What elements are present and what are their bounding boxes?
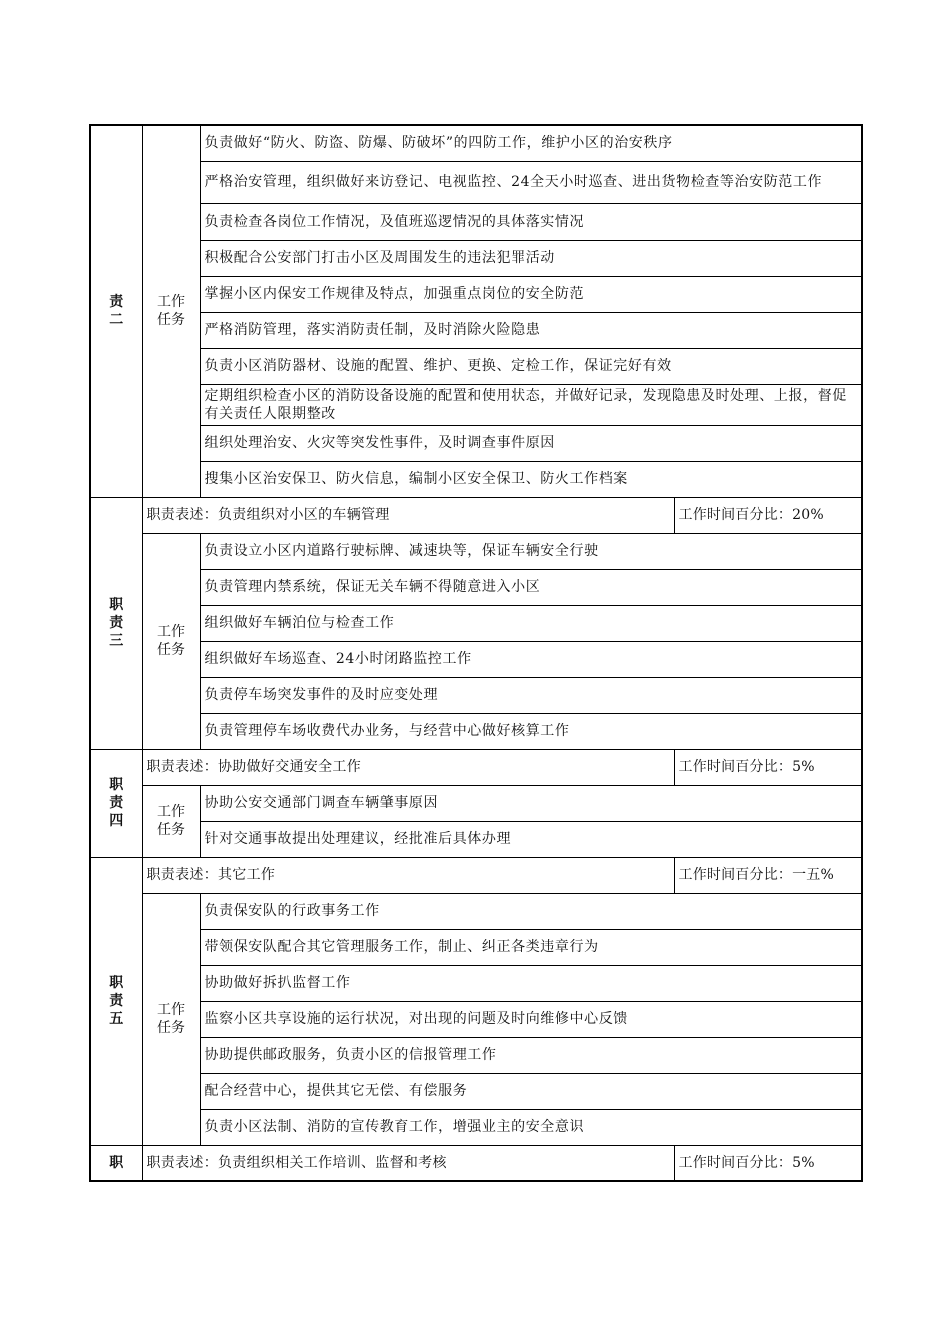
section-label-3 [90,497,142,749]
task-row [90,1001,862,1037]
task-item: 组织做好车场巡查、24小时闭路监控工作 [200,641,862,677]
task-row [90,785,862,821]
task-item: 负责管理停车场收费代办业务，与经营中心做好核算工作 [200,713,862,749]
task-item: 负责管理内禁系统，保证无关车辆不得随意进入小区 [200,569,862,605]
work-task-label [142,785,200,857]
work-task-label [142,893,200,1145]
task-row [90,240,862,276]
section-label-6 [90,1145,142,1181]
task-row [90,276,862,312]
section-label-char: 责 [109,294,124,311]
section-label-2 [90,125,142,497]
task-row [90,641,862,677]
work-task-label-line: 任务 [157,822,185,838]
work-task-label [142,533,200,749]
duty-description: 职责表述：协助做好交通安全工作 [142,749,674,785]
task-row [90,125,862,161]
task-row [90,605,862,641]
task-item: 针对交通事故提出处理建议，经批准后具体办理 [200,821,862,857]
description-row [90,1145,862,1181]
section-label-char: 责 [109,795,124,811]
duty-table [89,124,863,1182]
work-task-label-line: 任务 [157,642,185,658]
task-row [90,348,862,384]
section-label-char: 责 [109,993,124,1009]
task-row [90,461,862,497]
task-row [90,161,862,203]
description-row [90,749,862,785]
time-percentage: 工作时间百分比：5% [674,1145,862,1181]
task-item: 协助公安交通部门调查车辆肇事原因 [200,785,862,821]
task-row [90,929,862,965]
task-item: 负责设立小区内道路行驶标牌、减速块等，保证车辆安全行驶 [200,533,862,569]
task-item: 配合经营中心，提供其它无偿、有偿服务 [200,1073,862,1109]
section-label-char: 五 [109,1011,124,1027]
task-row [90,533,862,569]
task-item: 搜集小区治安保卫、防火信息，编制小区安全保卫、防火工作档案 [200,461,862,497]
task-row [90,1073,862,1109]
task-item: 负责检查各岗位工作情况，及值班巡逻情况的具体落实情况 [200,203,862,240]
section-label-char: 职 [109,777,124,793]
section-label-char: 二 [109,312,124,329]
task-row [90,203,862,240]
task-row [90,425,862,461]
section-label-char: 职 [109,975,124,991]
time-percentage: 工作时间百分比：20% [674,497,862,533]
task-item: 掌握小区内保安工作规律及特点，加强重点岗位的安全防范 [200,276,862,312]
task-row [90,312,862,348]
task-row [90,384,862,425]
duty-description: 职责表述：其它工作 [142,857,674,893]
task-item: 协助做好拆扒监督工作 [200,965,862,1001]
task-item: 负责小区消防器材、设施的配置、维护、更换、定检工作，保证完好有效 [200,348,862,384]
work-task-label-line: 工作 [157,624,185,640]
task-item: 组织做好车辆泊位与检查工作 [200,605,862,641]
task-item: 严格消防管理，落实消防责任制，及时消除火险隐患 [200,312,862,348]
section-label-5 [90,857,142,1145]
task-row [90,713,862,749]
section-label-4 [90,749,142,857]
time-percentage: 工作时间百分比：一五% [674,857,862,893]
section-label-char: 责 [109,615,124,631]
task-row [90,677,862,713]
task-row [90,1037,862,1073]
task-row [90,1109,862,1145]
task-item: 协助提供邮政服务，负责小区的信报管理工作 [200,1037,862,1073]
section-label-char: 三 [109,633,124,649]
work-task-label-line: 工作 [157,804,185,820]
task-item: 负责保安队的行政事务工作 [200,893,862,929]
duty-description: 职责表述：负责组织相关工作培训、监督和考核 [142,1145,674,1181]
work-task-label-line: 工作 [157,1002,185,1018]
task-row [90,965,862,1001]
work-task-label [142,125,200,497]
duty-description: 职责表述：负责组织对小区的车辆管理 [142,497,674,533]
task-row [90,893,862,929]
description-row [90,857,862,893]
work-task-label-line: 工作 [157,294,185,311]
section-label-char: 职 [109,597,124,613]
task-item: 定期组织检查小区的消防设备设施的配置和使用状态，并做好记录，发现隐患及时处理、上报，督促有关责任人限期整改 [200,384,862,425]
task-item: 严格治安管理，组织做好来访登记、电视监控、24全天小时巡查、进出货物检查等治安防范工作 [200,161,862,203]
work-task-label-line: 任务 [157,1020,185,1036]
task-item: 监察小区共享设施的运行状况，对出现的问题及时向维修中心反馈 [200,1001,862,1037]
time-percentage: 工作时间百分比：5% [674,749,862,785]
section-label-char: 职 [109,1154,124,1171]
task-item: 负责小区法制、消防的宣传教育工作，增强业主的安全意识 [200,1109,862,1145]
task-item: 组织处理治安、火灾等突发性事件，及时调查事件原因 [200,425,862,461]
task-item: 带领保安队配合其它管理服务工作，制止、纠正各类违章行为 [200,929,862,965]
task-item: 积极配合公安部门打击小区及周围发生的违法犯罪活动 [200,240,862,276]
task-item: 负责做好“防火、防盗、防爆、防破坏”的四防工作，维护小区的治安秩序 [200,125,862,161]
work-task-label-line: 任务 [157,312,185,329]
task-row [90,821,862,857]
section-label-char: 四 [109,813,124,829]
task-item: 负责停车场突发事件的及时应变处理 [200,677,862,713]
task-row [90,569,862,605]
description-row [90,497,862,533]
